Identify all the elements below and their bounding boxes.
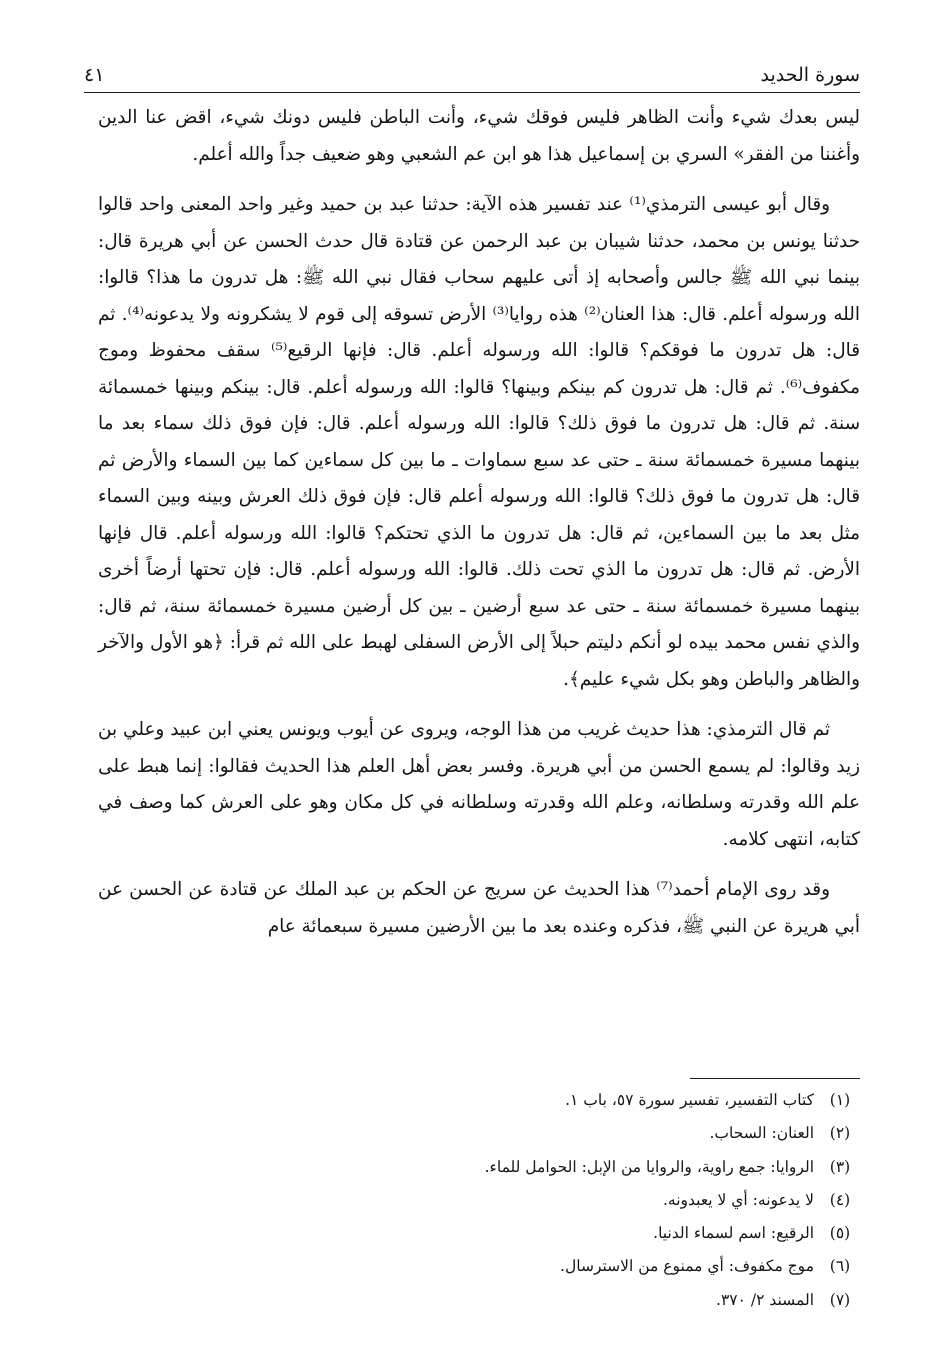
main-text [98, 100, 860, 959]
footnote [166, 1184, 866, 1217]
footnote [166, 1284, 866, 1317]
footnote-number: (٣) [829, 1157, 851, 1176]
footnote-text: الرقيع: اسم لسماء الدنيا. [653, 1224, 814, 1243]
footnote-number: (٥) [829, 1224, 851, 1243]
footnote-text: الروايا: جمع راوية، والروايا من الإبل: الحوامل للماء. [484, 1157, 814, 1176]
running-head [84, 62, 860, 88]
paragraph: وقد روى الإمام أحمد⁽⁷⁾ هذا الحديث عن سريج عن الحكم بن عبد الملك عن قتادة عن الحسن عن أبي هريرة عن النبي ﷺ، فذكره وعنده بعد ما بين الأرضين مسيرة سبعمائة عام [98, 879, 860, 937]
footnote-number: (٧) [829, 1290, 851, 1309]
footnote-text: العنان: السحاب. [709, 1124, 814, 1143]
footnote-number: (٦) [829, 1257, 851, 1276]
footnote [166, 1084, 866, 1117]
footnote-text: كتاب التفسير، تفسير سورة ٥٧، باب ١. [565, 1091, 814, 1109]
footnotes [166, 1084, 866, 1317]
paragraph: ليس بعدك شيء وأنت الظاهر فليس فوقك شيء، وأنت الباطن فليس دونك شيء، اقض عنا الدين وأغننا من الفقر» السري بن إسماعيل هذا هو ابن عم الشعبي وهو ضعيف جداً والله أعلم. [98, 107, 860, 165]
footnote-text: المسند ٢/ ٣٧٠. [716, 1290, 814, 1309]
footnote-number: (٢) [829, 1124, 851, 1143]
footnote-text: موج مكفوف: أي ممنوع من الاسترسال. [560, 1257, 814, 1276]
paragraph: ثم قال الترمذي: هذا حديث غريب من هذا الوجه، ويروى عن أيوب ويونس يعني ابن عبيد وعلي بن زيد وقالوا: لم يسمع الحسن من أبي هريرة. وفسر بعض أهل العلم هذا الحديث فقالوا: إنما هبط على علم الله وقدرته وسلطانه، وعلم الله وقدرته وسلطانه في كل مكان وهو على العرش كما وصف في كتابه، انتهى كلامه. [98, 719, 860, 850]
footnote-number: (٤) [829, 1190, 851, 1209]
paragraph: وقال أبو عيسى الترمذي⁽¹⁾ عند تفسير هذه الآية: حدثنا عبد بن حميد وغير واحد المعنى واحد قالوا حدثنا يونس بن محمد، حدثنا شيبان بن عبد الرحمن عن قتادة قال حدث الحسن عن أبي هريرة قال: بينما نبي الله ﷺ جالس وأصحابه إذ أتى عليهم سحاب فقال نبي الله ﷺ: هل تدرون ما هذا؟ قالوا: الله ورسوله أعلم. قال: هذا العنان⁽²⁾ هذه روايا⁽³⁾ الأرض تسوقه إلى قوم لا يشكرونه ولا يدعونه⁽⁴⁾. ثم قال: هل تدرون ما فوقكم؟ قالوا: الله ورسوله أعلم. قال: فإنها الرقيع⁽⁵⁾ سقف محفوظ وموج مكفوف⁽⁶⁾. ثم قال: هل تدرون كم بينكم وبينها؟ قالوا: الله ورسوله أعلم. قال: بينكم وبينها خمسمائة سنة. ثم قال: هل تدرون ما فوق ذلك؟ قالوا: الله ورسوله أعلم. قال: فإن فوق ذلك سماء بعد ما بينهما مسيرة خمسمائة سنة ـ حتى عد سبع سماوات ـ ما بين كل سماءين كما بين السماء والأرض ثم قال: هل تدرون ما فوق ذلك؟ قالوا: الله ورسوله أعلم قال: فإن فوق ذلك العرش وبينه وبين السماء مثل بعد ما بين السماءين، ثم قال: هل تدرون ما الذي تحتكم؟ قالوا: الله ورسوله أعلم. قال فإنها الأرض. ثم قال: هل تدرون ما الذي تحت ذلك. قالوا: الله ورسوله أعلم. قال: فإن تحتها أرضاً أخرى بينهما مسيرة خمسمائة سنة ـ حتى عد سبع أرضين ـ بين كل أرضين مسيرة خمسمائة سنة، ثم قال: والذي نفس محمد بيده لو أنكم دليتم حبلاً إلى الأرض السفلى لهبط على الله ثم قرأ: ﴿هو الأول والآخر والظاهر والباطن وهو بكل شيء عليم﴾. [98, 194, 860, 690]
page-number: ٤١ [84, 64, 105, 86]
footnote [166, 1151, 866, 1184]
footnote-separator [690, 1078, 860, 1079]
surah-title: سورة الحديد [760, 64, 860, 86]
footnote-text: لا يدعونه: أي لا يعبدونه. [662, 1190, 814, 1209]
footnote [166, 1117, 866, 1150]
footnote-number: (١) [829, 1091, 851, 1109]
header-rule [84, 92, 860, 93]
footnote [166, 1217, 866, 1250]
footnote [166, 1250, 866, 1283]
